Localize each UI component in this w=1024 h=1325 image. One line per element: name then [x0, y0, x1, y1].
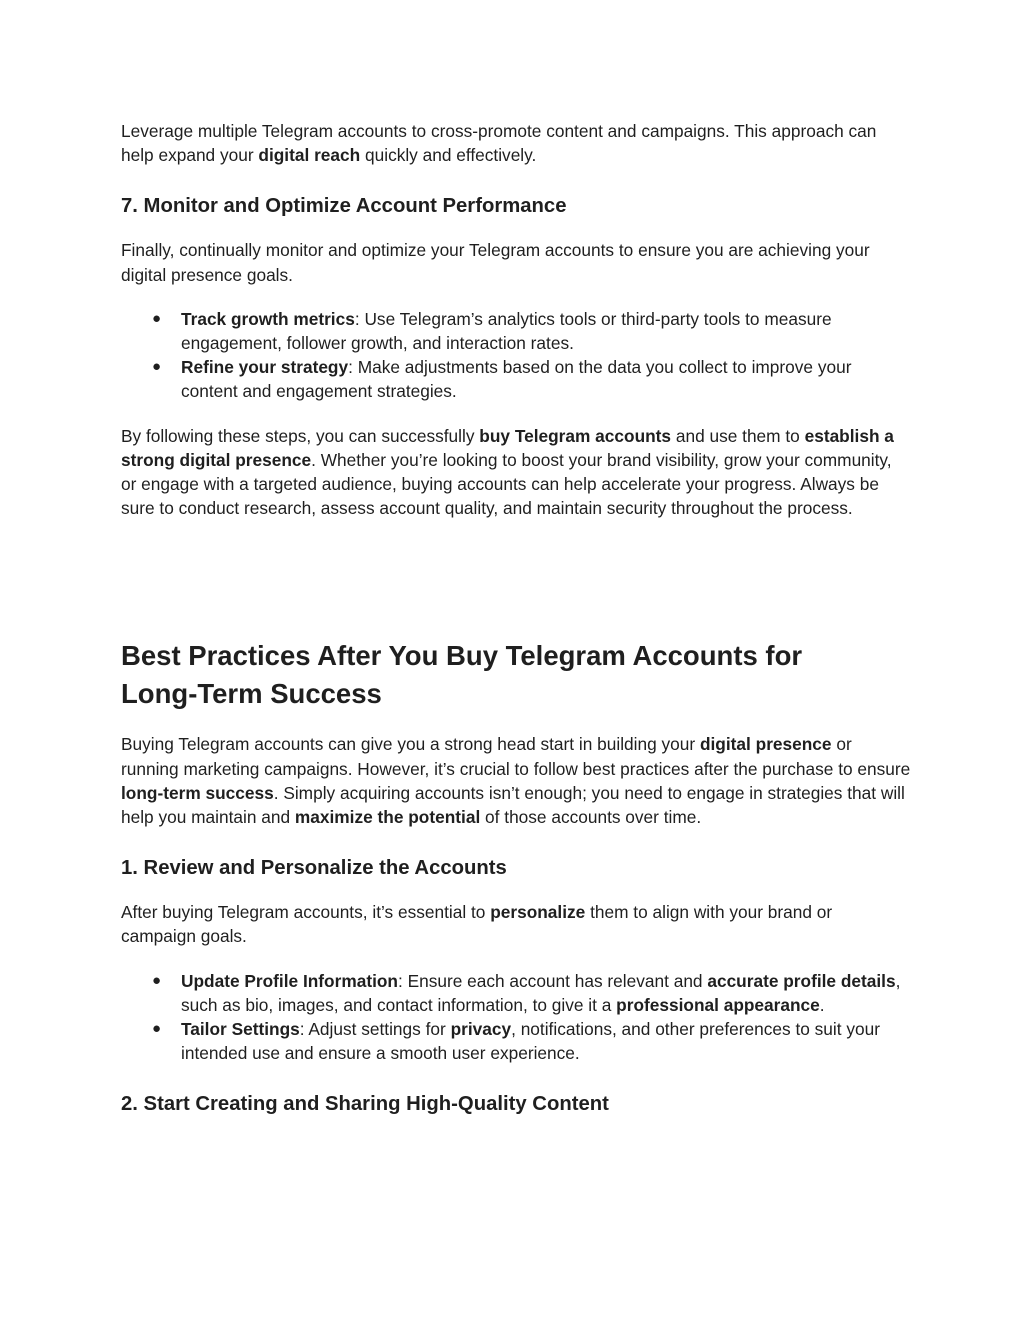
- section-7-bullet-list: [121, 307, 911, 404]
- bullet-icon: ●: [152, 309, 162, 327]
- document-page: [121, 119, 911, 1118]
- list-item: ● Tailor Settings: Adjust settings for privacy, notifications, and other preferences to suit your intended use and ensure a smooth user experience.: [152, 1019, 880, 1064]
- section-2-heading: 2. Start Creating and Sharing High-Quality Content: [121, 1093, 609, 1116]
- bullet-icon: ●: [152, 1020, 162, 1038]
- section-1-paragraph: After buying Telegram accounts, it’s essential to personalize them to align with your brand or campaign goals.: [121, 902, 833, 947]
- intro-paragraph: Leverage multiple Telegram accounts to cross-promote content and campaigns. This approach can help expand your digital reach quickly and effectively.: [121, 121, 877, 166]
- section-1-heading: 1. Review and Personalize the Accounts: [121, 857, 507, 880]
- bullet-icon: ●: [152, 971, 162, 989]
- section-7-paragraph: Finally, continually monitor and optimize your Telegram accounts to ensure you are achieving your digital presence goals.: [121, 240, 870, 285]
- list-item: ● Refine your strategy: Make adjustments based on the data you collect to improve your content and engagement strategies.: [152, 357, 852, 402]
- bullet-icon: ●: [152, 358, 162, 376]
- section-7-heading: 7. Monitor and Optimize Account Performance: [121, 195, 567, 218]
- conclusion-paragraph: By following these steps, you can successfully buy Telegram accounts and use them to establish a strong digital presence. Whether you’re looking to boost your brand visibility, grow your community, or engage with a targeted audience, buying accounts can help accelerate your progress. Always be sure to conduct research, assess account quality, and maintain security throughout the process.: [121, 425, 894, 519]
- best-practices-intro: Buying Telegram accounts can give you a strong head start in building your digital presence or running marketing campaigns. However, it’s crucial to follow best practices after the purchase to ensure long-term success. Simply acquiring accounts isn’t enough; you need to engage in strategies that will help you maintain and maximize the potential of those accounts over time.: [121, 734, 911, 828]
- section-1-bullet-list: [121, 969, 911, 1066]
- list-item: ● Track growth metrics: Use Telegram’s analytics tools or third-party tools to measure engagement, follower growth, and interaction rates.: [152, 308, 832, 354]
- best-practices-heading: Best Practices After You Buy Telegram Accounts for Long-Term Success: [121, 640, 803, 709]
- list-item: ● Update Profile Information: Ensure each account has relevant and accurate profile details, such as bio, images, and contact information, to give it a professional appearance.: [152, 970, 901, 1015]
